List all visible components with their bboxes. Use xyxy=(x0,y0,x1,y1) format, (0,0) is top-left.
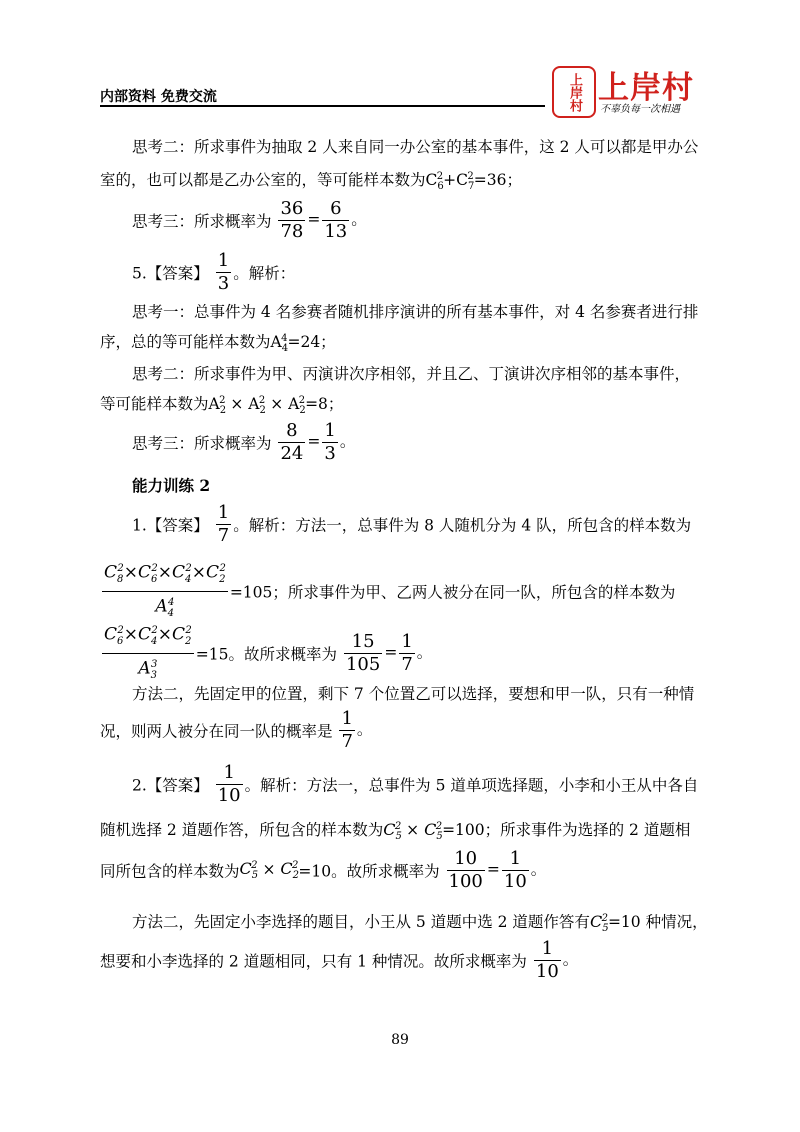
brand-logo xyxy=(552,62,702,122)
text-line: 序，总的等可能样本数为$A_4^4=24$； xyxy=(100,332,336,355)
fraction: $\frac{1}{3}$ xyxy=(324,420,336,464)
text-line: 同所包含的样本数为$C_5^2 \times C_2^2=10$。故所求概率为 $\frac{10}{100}$ = $\frac{1}{10}$ 。 xyxy=(100,848,547,892)
fraction: $\frac{1}{7}$ xyxy=(341,708,353,752)
text-line: 况，则两人被分在同一队的概率是 $\frac{1}{7}$ 。 xyxy=(100,708,373,752)
fraction: $\frac{C_6^2\times C_4^2\times C_2^2}{A_3^3}$ xyxy=(102,620,194,687)
fraction: $\frac{1}{7}$ xyxy=(217,502,230,546)
fraction: $\frac{6}{13}$ xyxy=(324,198,348,242)
fraction: $\frac{C_8^2\times C_6^2\times C_4^2\times C_2^2}{A_4^4}$ xyxy=(102,558,228,625)
text-line: 思考二：所求事件为甲、丙演讲次序相邻，并且乙、丁演讲次序相邻的基本事件， xyxy=(132,365,691,383)
text-line: 思考一：总事件为 4 名参赛者随机排序演讲的所有基本事件，对 4 名参赛者进行排 xyxy=(132,303,699,321)
text-line: 方法二，先固定小李选择的题目，小王从 5 道题中选 2 道题作答有$C_5^2=10$ 种情况， xyxy=(132,912,708,935)
text-line: 等可能样本数为$A_2^2 \times A_2^2 \times A_2^2=8$； xyxy=(100,394,344,417)
text-line: 思考二：所求事件为抽取 2 人来自同一办公室的基本事件，这 2 人可以都是甲办公 xyxy=(132,138,699,156)
answer-line: 2.【答案】 $\frac{1}{10}$ 。解析：方法一，总事件为 5 道单项选择题，小李和小王从中各自 xyxy=(132,762,699,806)
logo-seal: 上岸村 xyxy=(552,66,596,118)
logo-name: 上岸村 xyxy=(598,70,694,106)
fraction: $\frac{1}{10}$ xyxy=(217,762,241,806)
fraction: $\frac{36}{78}$ xyxy=(280,198,304,242)
section-heading: 能力训练 2 xyxy=(132,476,211,495)
fraction: $\frac{1}{3}$ xyxy=(217,250,230,294)
text-line: 方法二，先固定甲的位置，剩下 7 个位置乙可以选择，要想和甲一队，只有一种情 xyxy=(132,685,695,703)
fraction: $\frac{1}{10}$ xyxy=(503,848,527,892)
text-line: $\frac{C_6^2\times C_4^2\times C_2^2}{A_3^3}$ =15。故所求概率为 $\frac{15}{105}$ = $\frac{1}{7}$ 。 xyxy=(100,620,432,687)
header-rule xyxy=(100,105,545,107)
fraction: $\frac{1}{10}$ xyxy=(535,938,559,982)
fraction: $\frac{15}{105}$ xyxy=(345,631,381,676)
page-number: 89 xyxy=(391,1032,409,1048)
fraction: $\frac{8}{24}$ xyxy=(280,420,304,464)
fraction: $\frac{10}{100}$ xyxy=(448,848,483,892)
text-line: 思考三：所求概率为 $\frac{8}{24}$ = $\frac{1}{3}$ 。 xyxy=(132,420,356,464)
text-line: $\frac{C_8^2\times C_6^2\times C_4^2\times C_2^2}{A_4^4}$ =105；所求事件为甲、乙两人被分在同一队，所包含的样本数为 xyxy=(100,558,675,625)
text-line: 思考三：所求概率为 $\frac{36}{78}$ = $\frac{6}{13}$ 。 xyxy=(132,198,367,242)
answer-line: 1.【答案】 $\frac{1}{7}$ 。解析：方法一，总事件为 8 人随机分为 4 队，所包含的样本数为 xyxy=(132,502,692,546)
logo-slogan: 不辜负每一次相遇 xyxy=(600,104,680,115)
text-line: 想要和小李选择的 2 道题相同，只有 1 种情况。故所求概率为 $\frac{1}{10}$ 。 xyxy=(100,938,579,982)
answer-line: 5.【答案】 $\frac{1}{3}$ 。解析： xyxy=(132,250,296,294)
header-text: 内部资料 免费交流 xyxy=(100,89,217,105)
text-line: 随机选择 2 道题作答，所包含的样本数为$C_5^2 \times C_5^2=100$；所求事件为选择的 2 道题相 xyxy=(100,820,691,843)
text-line: 室的，也可以都是乙办公室的，等可能样本数为$C_6^2+C_7^2=36$； xyxy=(100,170,522,193)
fraction: $\frac{1}{7}$ xyxy=(401,631,413,676)
